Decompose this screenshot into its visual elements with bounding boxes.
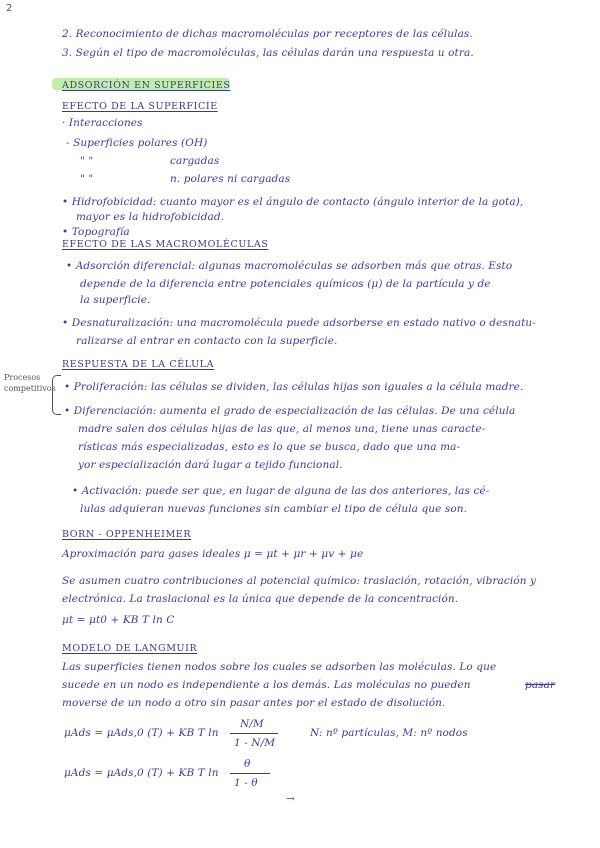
fraction-denominator: 1 - θ: [234, 777, 258, 789]
text-line: mayor es la hidrofobicidad.: [76, 211, 225, 223]
text-line: Se asumen cuatro contribuciones al potencial químico: traslación, rotación, vibración y: [62, 575, 537, 587]
equation-lhs: μAds = μAds,0 (T) + KB T ln: [64, 727, 219, 739]
section-heading: ADSORCIÓN EN SUPERFICIES: [62, 80, 231, 91]
subsection-heading: EFECTO DE LAS MACROMOLÉCULAS: [62, 239, 269, 250]
subsection-heading: BORN - OPPENHEIMER: [62, 529, 192, 540]
fraction-numerator: θ: [244, 758, 251, 770]
page-number: 2: [6, 3, 13, 14]
ditto-mark: " ": [80, 173, 94, 185]
text-line: rísticas más especializadas, esto es lo que se busca, dado que una ma-: [78, 441, 461, 453]
equation: μt = μt0 + KB T ln C: [62, 614, 175, 626]
text-line: depende de la diferencia entre potenciales químicos (μ) de la partícula y de: [80, 278, 491, 290]
text-line: • Adsorción diferencial: algunas macromoléculas se adsorben más que otras. Esto: [66, 260, 513, 272]
ditto-mark: " ": [80, 155, 94, 167]
text-line: n. polares ni cargadas: [170, 173, 291, 185]
text-line: sucede en un nodo es independiente a los demás. Las moléculas no pueden: [62, 679, 471, 691]
equation-lhs: μAds = μAds,0 (T) + KB T ln: [64, 767, 219, 779]
arrow-icon: →: [286, 793, 295, 805]
equation-note: N: nº partículas, M: nº nodos: [310, 727, 468, 739]
subsection-heading: EFECTO DE LA SUPERFICIE: [62, 101, 218, 112]
text-line: lulas adquieran nuevas funciones sin cambiar el tipo de célula que son.: [80, 503, 468, 515]
subsection-heading: RESPUESTA DE LA CÉLULA: [62, 359, 215, 370]
text-line: Aproximación para gases ideales μ = μt + μr + μv + μe: [62, 548, 364, 560]
text-line: la superficie.: [80, 294, 151, 306]
text-line: • Diferenciación: aumenta el grado de especialización de las células. De una célula: [64, 405, 516, 417]
text-line: • Topografía: [62, 226, 130, 238]
text-line: madre salen dos células hijas de las que, al menos una, tiene unas caracte-: [78, 423, 486, 435]
text-line: • Proliferación: las células se dividen, las células hijas son iguales a la célula madre.: [64, 381, 524, 393]
crossed-out-word: pasar: [525, 679, 556, 691]
text-line: 3. Según el tipo de macromoléculas, las células darán una respuesta u otra.: [62, 47, 474, 59]
text-line: · Interacciones: [62, 117, 143, 129]
margin-note: [4, 372, 56, 394]
text-line: yor especialización dará lugar a tejido funcional.: [78, 459, 343, 471]
margin-note-line: Procesos: [4, 373, 41, 382]
fraction-bar: [230, 733, 278, 734]
margin-brace: [52, 375, 61, 415]
fraction-denominator: 1 - N/M: [234, 737, 276, 749]
text-line: cargadas: [170, 155, 220, 167]
fraction-bar: [230, 773, 270, 774]
text-line: 2. Reconocimiento de dichas macromoléculas por receptores de las células.: [62, 28, 473, 40]
text-line: ralizarse al entrar en contacto con la superficie.: [76, 335, 338, 347]
margin-note-line: competitivos: [4, 384, 56, 393]
text-line: • Hidrofobicidad: cuanto mayor es el ángulo de contacto (ángulo interior de la gota),: [62, 196, 524, 208]
text-line: Las superficies tienen nodos sobre los cuales se adsorben las moléculas. Lo que: [62, 661, 497, 673]
text-line: electrónica. La traslacional es la única que depende de la concentración.: [62, 593, 459, 605]
text-line: • Desnaturalización: una macromolécula puede adsorberse en estado nativo o desnatu-: [62, 317, 536, 329]
text-line: - Superficies polares (OH): [66, 137, 208, 149]
fraction-numerator: N/M: [240, 718, 264, 730]
text-line: moverse de un nodo a otro sin pasar antes por el estado de disolución.: [62, 697, 446, 709]
subsection-heading: MODELO DE LANGMUIR: [62, 643, 198, 654]
text-line: • Activación: puede ser que, en lugar de alguna de las dos anteriores, las cé-: [72, 485, 490, 497]
